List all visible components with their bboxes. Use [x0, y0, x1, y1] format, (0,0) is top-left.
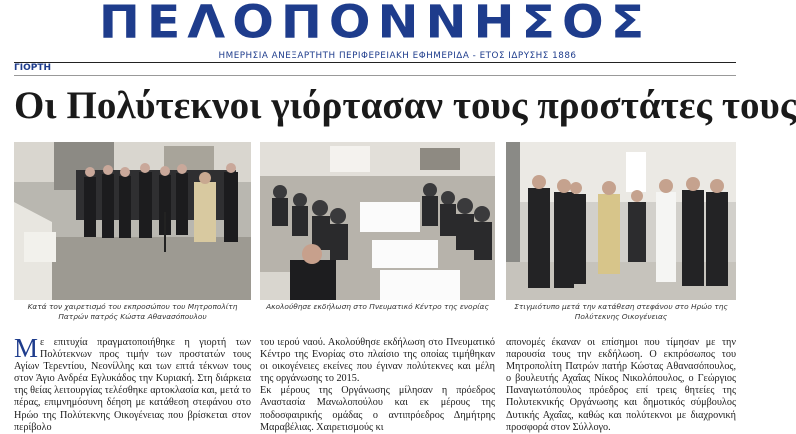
section-label: ΓΙΟΡΤΗ	[14, 63, 52, 73]
divider	[14, 75, 736, 76]
article-column-3	[506, 337, 736, 433]
photo-caption: Κατά τον χαιρετισμό του εκπροσώπου του Μητροπολίτη Πατρών πατρός Κώστα Αθανασόπουλου	[27, 302, 238, 321]
article-paragraph: Εκ μέρους της Οργάνωσης μίλησαν η πρόεδρος Αναστασία Μανωλοπούλου και εκ μέρους της ποδοσφαιρικής ομάδας ο αντιπρόεδρος Δημήτρης Μαραβέλιας. Χαιρετισμούς κι	[260, 385, 495, 433]
article-headline: Οι Πολύτεκνοι γιόρτασαν τους προστάτες τους	[14, 84, 796, 127]
photo-ceremony-speech	[14, 142, 251, 300]
article-paragraph: απονομές έκαναν οι επίσημοι που τίμησαν με την παρουσία τους την εκδήλωση. Ο εκπρόσωπος του Μητροπολίτη Πατρών πατήρ Κώστας Αθανασόπουλος, ο βουλευτής Αχαΐας Νίκος Νικολόπουλος, ο Γεώργιος Παναγιωτόπουλος πρόεδρος επί τρεις θητείες της Πολυτεκνικής Οργάνωσης και δημοτικός σύμβουλος Δυτικής Αχαΐας, καθώς και πολύτεκνοι με διαχρονική προσφορά στον Σύλλογο.	[506, 337, 736, 433]
photo-hall-event	[260, 142, 495, 300]
photo-caption: Ακολούθησε εκδήλωση στο Πνευματικό Κέντρο της ενορίας	[266, 302, 489, 311]
photo-group-monument	[506, 142, 736, 300]
photo-caption: Στιγμιότυπο μετά την κατάθεση στεφάνου στο Ηρώο της Πολύτεκνης Οικογένειας	[514, 302, 728, 321]
article-paragraph: του ιερού ναού. Ακολούθησε εκδήλωση στο Πνευματικό Κέντρο της Ενορίας στο πλαίσιο της οποίας τιμήθηκαν οι οικογένειες εκείνες που έγιναν πολύτεκνες και μέλη της οργάνωσης το 2015.	[260, 337, 495, 385]
newspaper-subtitle: ΗΜΕΡΗΣΙΑ ΑΝΕΞΑΡΤΗΤΗ ΠΕΡΙΦΕΡΕΙΑΚΗ ΕΦΗΜΕΡΙΔΑ - ΕΤΟΣ ΙΔΡΥΣΗΣ 1886	[218, 51, 577, 61]
masthead	[0, 0, 750, 62]
article-column-1	[14, 333, 251, 433]
section-bar	[14, 62, 736, 74]
drop-cap: Μ	[14, 333, 39, 363]
newspaper-title: ΠΕΛΟΠΟΝΝΗΣΟΣ	[98, 0, 652, 49]
article-text: ε επιτυχία πραγματοποιήθηκε η γιορτή των Πολύτεκνων προς τιμήν των προστατών τους Αγίων Τερεντίου, Νεονίλλης και των επτά τέκνων τους στον Άγιο Ανδρέα Εγλυκάδος την Κυριακή. Στη διάρκεια της θείας λειτουργίας τελέσθηκε αρτοκλασία και, μετά το πέρας, επιμνημόσυνη δέηση με κατάθεση στεφάνου στο Ηρώο της Πολύτεκνης Οικογένειας που βρίσκεται στον περίβολο	[14, 337, 251, 433]
article-column-2	[260, 337, 495, 433]
